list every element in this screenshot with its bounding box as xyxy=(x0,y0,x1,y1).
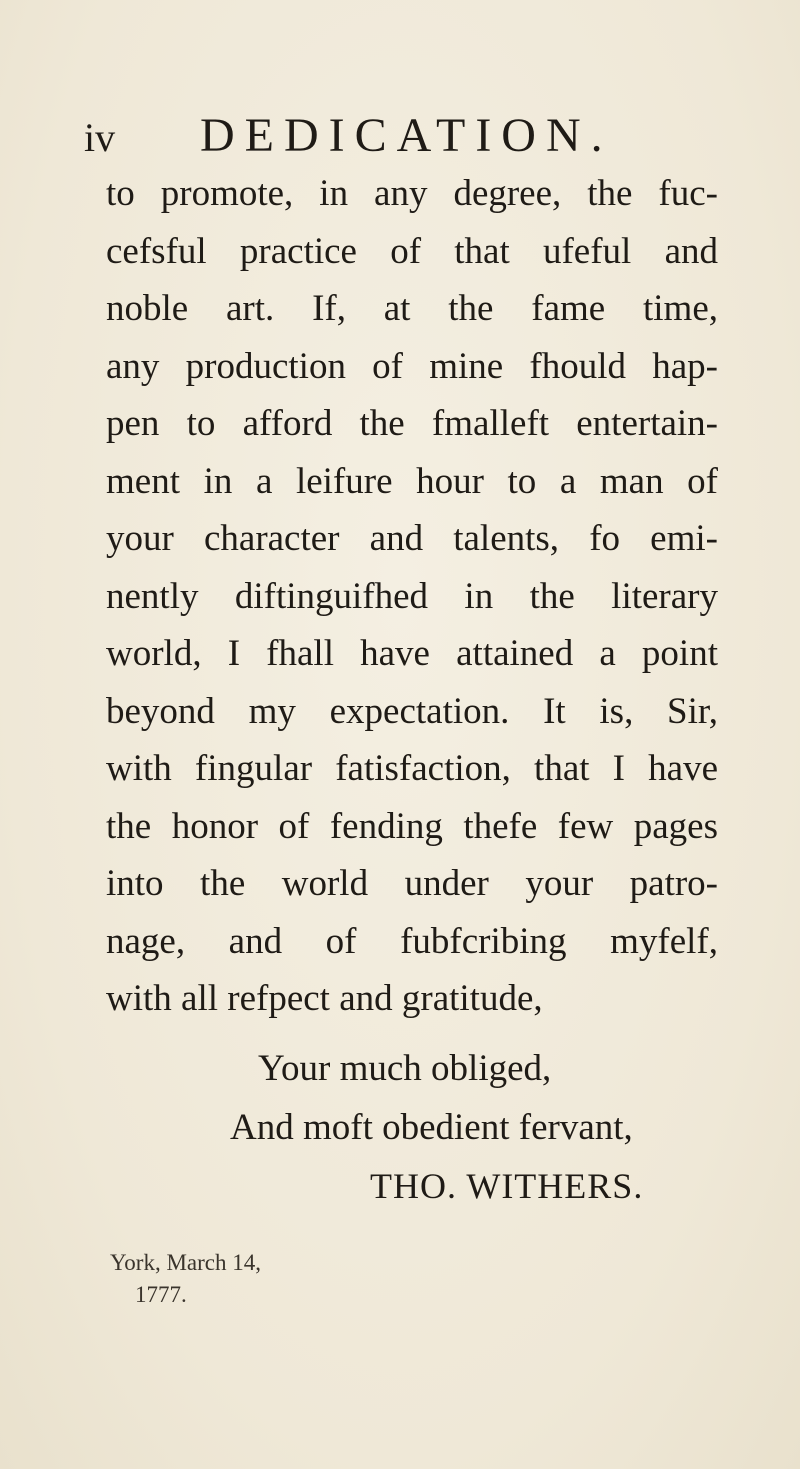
text-line: into the world under your patro- xyxy=(106,863,718,904)
signature: THO. WITHERS. xyxy=(370,1166,644,1206)
place-date: York, March 14, xyxy=(110,1250,261,1275)
text-line: with all refpect and gratitude, xyxy=(106,978,543,1019)
text-line: nently diftinguifhed in the literary xyxy=(106,575,718,617)
text-line: world, I fhall have attained a point xyxy=(106,633,718,674)
text-line: any production of mine fhould hap- xyxy=(106,345,718,387)
body-text xyxy=(106,165,718,1028)
text-line: to promote, in any degree, the fuc- xyxy=(106,173,718,214)
text-line: cefsful practice of that ufeful and xyxy=(106,230,718,272)
text-line: your character and talents, fo emi- xyxy=(106,518,718,559)
closing-line-1: Your much obliged, xyxy=(258,1048,552,1089)
text-line: nage, and of fubfcribing myfelf, xyxy=(106,920,718,962)
date-year: 1777. xyxy=(135,1282,187,1307)
closing-line-2: And moft obedient fervant, xyxy=(230,1107,633,1148)
text-line: ment in a leifure hour to a man of xyxy=(106,460,718,502)
text-line: noble art. If, at the fame time, xyxy=(106,288,718,329)
running-head: DEDICATION. xyxy=(200,109,613,162)
text-line: pen to afford the fmalleft entertain- xyxy=(106,403,718,444)
text-line: with fingular fatisfaction, that I have xyxy=(106,748,718,789)
text-line: the honor of fending thefe few pages xyxy=(106,805,718,847)
page-number: iv xyxy=(84,115,116,160)
text-line: beyond my expectation. It is, Sir, xyxy=(106,690,718,732)
page-header xyxy=(0,108,800,168)
